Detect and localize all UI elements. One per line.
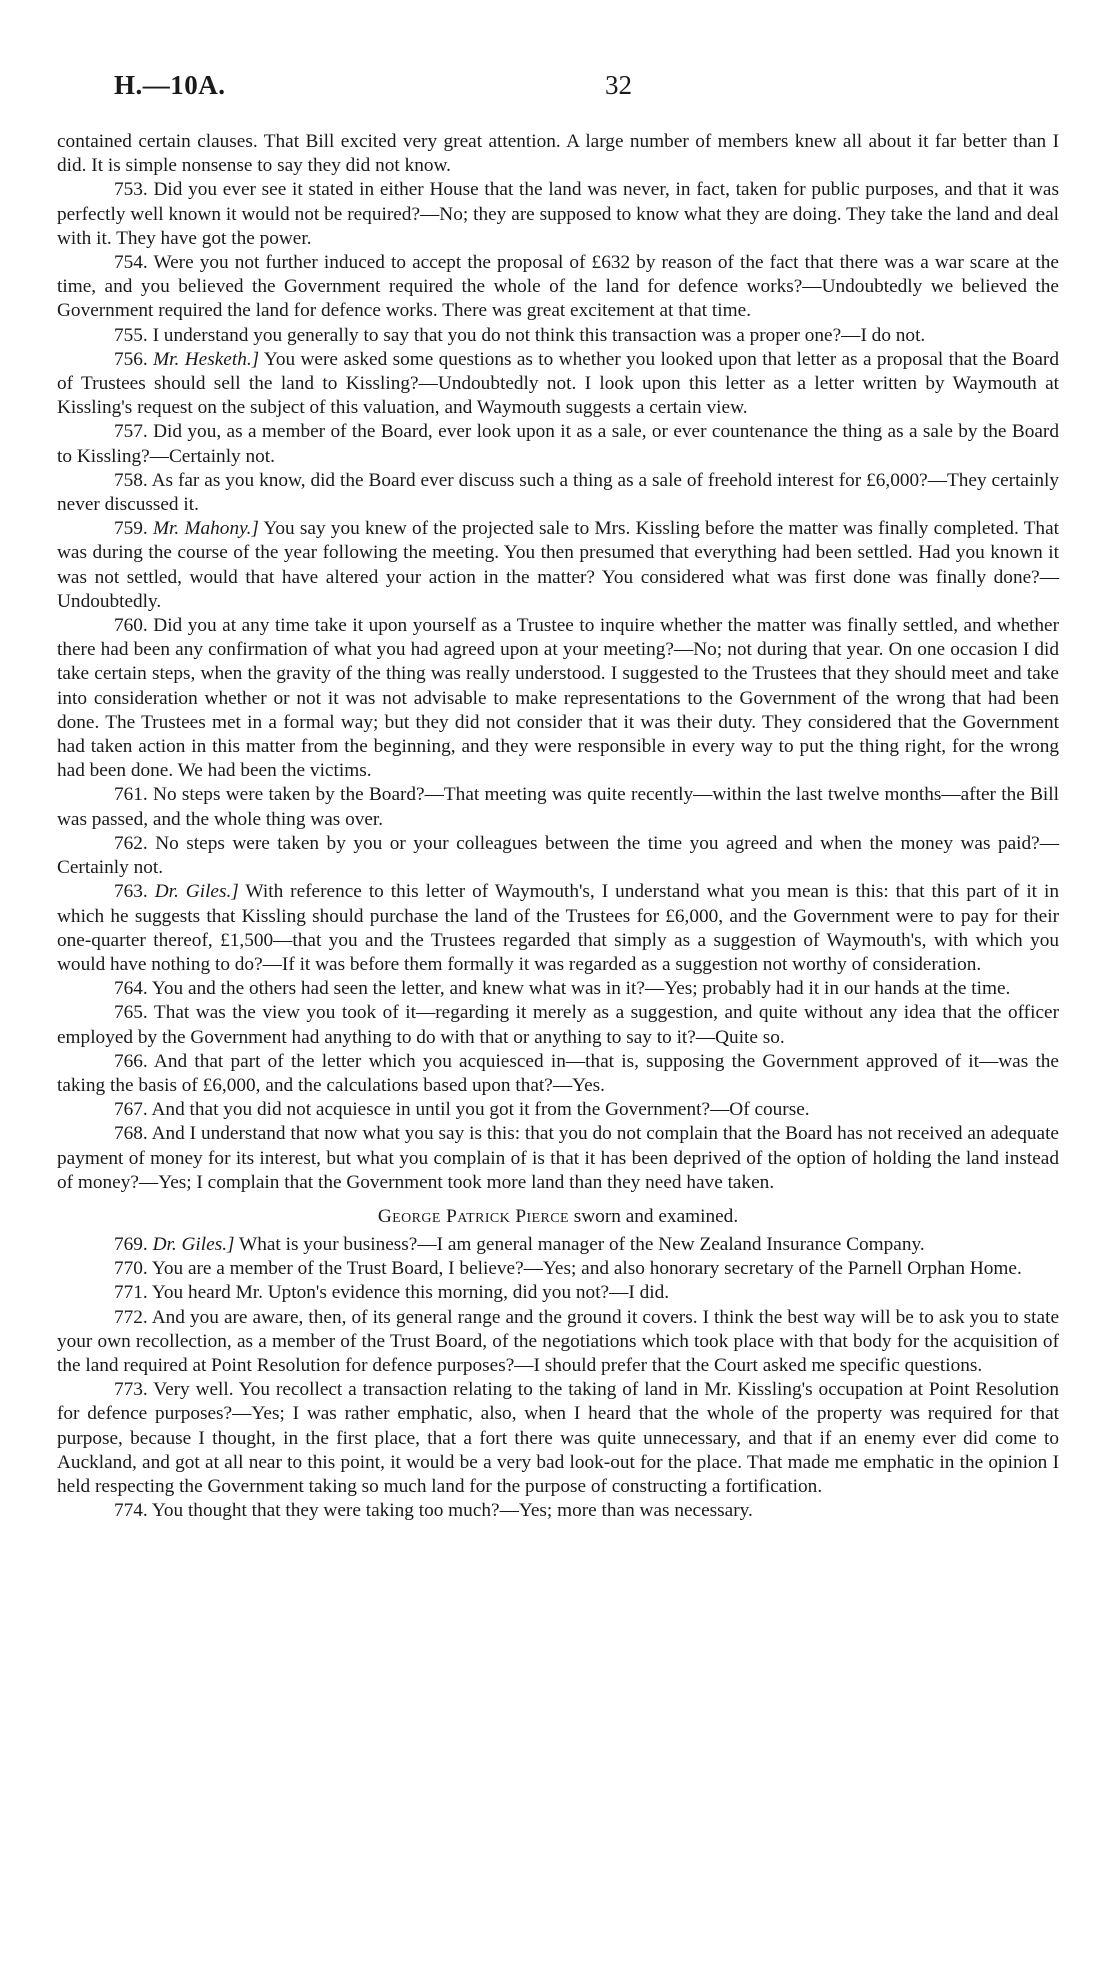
question-paragraph: 765. That was the view you took of it—regarding it merely as a suggestion, and quite without any idea that the officer employed by the Government had anything to do with that or anything to say to it?—Quite so. (57, 1002, 1059, 1048)
question-paragraph (57, 517, 1059, 614)
question-text: What is your business?—I am general manager of the New Zealand Insurance Company. (234, 1233, 925, 1255)
question-paragraph: 758. As far as you know, did the Board ever discuss such a thing as a sale of freehold interest for £6,000?—They certainly never discussed it. (57, 469, 1059, 516)
question-paragraph (57, 1233, 1059, 1257)
question-paragraph: 767. And that you did not acquiesce in until you got it from the Government?—Of course. (114, 1099, 810, 1121)
witness-heading (57, 1205, 1059, 1229)
document-reference: H.—10A. (114, 70, 226, 100)
witness-name: George Patrick Pierce (377, 1205, 569, 1227)
question-paragraph (57, 880, 1059, 977)
questions-block-a (57, 178, 1059, 1195)
question-text: You say you knew of the projected sale to Mrs. Kissling before the matter was finally completed. That was during the course of the year following the meeting. You then presumed that everything had been settled. Had you known it was not settled, would that have altered your action in the matter? You considered what was first done was finally done?—Undoubtedly. (57, 518, 1059, 612)
question-paragraph: 772. And you are aware, then, of its general range and the ground it covers. I think the best way will be to ask you to state your own recollection, as a member of the Trust Board, of the negotiations which took place with that body for the acquisition of the land required at Point Resolution for defence purposes?—I should prefer that the Court asked me specific questions. (57, 1306, 1059, 1376)
page-number: 32 (605, 70, 632, 100)
question-paragraph: 764. You and the others had seen the letter, and knew what was in it?—Yes; probably had it in our hands at the time. (114, 978, 1011, 1000)
question-paragraph: 753. Did you ever see it stated in either House that the land was never, in fact, taken for public purposes, and that it was perfectly well known it would not be required?—No; they are supposed to know what they are doing. They take the land and deal with it. They have got the power. (57, 179, 1059, 249)
speaker-name: Mr. Hesketh.] (153, 348, 260, 370)
question-paragraph: 773. Very well. You recollect a transaction relating to the taking of land in Mr. Kissling's occupation at Point Resolution for defence purposes?—Yes; I was rather emphatic, also, when I heard that the whole of the property was required for that purpose, because I thought, in the first place, that a fort there was quite unnecessary, and that if an enemy ever did come to Auckland, and got at all near to this point, it would be a very bad look-out for the place. That made me emphatic in the opinion I held respecting the Government taking so much land for the purpose of constructing a fortification. (57, 1379, 1059, 1497)
question-number: 756. (114, 348, 148, 370)
question-number: 759. (114, 518, 148, 540)
question-text: You were asked some questions as to whether you looked upon that letter as a proposal that the Board of Trustees should sell the land to Kissling?—Undoubtedly not. I look upon this letter as a letter written by Waymouth at Kissling's request on the subject of this valuation, and Waymouth suggests a certain view. (57, 348, 1059, 419)
witness-heading-rest: sworn and examined. (568, 1205, 739, 1227)
question-paragraph: 762. No steps were taken by you or your colleagues between the time you agreed and when the money was paid?—Certainly not. (57, 832, 1059, 879)
speaker-name: Dr. Giles.] (154, 881, 239, 903)
question-number: 769. (114, 1233, 148, 1255)
question-number: 763. (114, 881, 148, 903)
question-text: With reference to this letter of Waymouth's, I understand what you mean is this: that this part of it in which he suggests that Kissling should purchase the land of the Trustees for £6,000, and the Government were to pay for their one-quarter thereof, £1,500—that you and the Trustees regarded that simply as a suggestion of Waymouth's, with which you would have nothing to do?—If it was before them formally it was regarded as a suggestion not worthy of consideration. (57, 881, 1059, 975)
question-paragraph: 766. And that part of the letter which you acquiesced in—that is, supposing the Government approved of it—was the taking the basis of £6,000, and the calculations based upon that?—Yes. (57, 1050, 1059, 1096)
opening-paragraph: contained certain clauses. That Bill excited very great attention. A large number of members knew all about it far better than I did. It is simple nonsense to say they did not know. (57, 131, 1059, 177)
question-paragraph: 757. Did you, as a member of the Board, ever look upon it as a sale, or ever countenance the thing as a sale by the Board to Kissling?—Certainly not. (57, 421, 1059, 467)
page-header (57, 0, 1059, 130)
question-paragraph: 771. You heard Mr. Upton's evidence this morning, did you not?—I did. (114, 1282, 670, 1304)
question-paragraph: 755. I understand you generally to say that you do not think this transaction was a proper one?—I do not. (114, 324, 926, 346)
question-paragraph: 770. You are a member of the Trust Board, I believe?—Yes; and also honorary secretary of the Parnell Orphan Home. (114, 1258, 1022, 1280)
evidence-text (57, 130, 1059, 1523)
questions-block-b (57, 1233, 1059, 1523)
question-paragraph: 768. And I understand that now what you say is this: that you do not complain that the Board has not received an adequate payment of money for its interest, but what you complain of is that it has been deprived of the option of holding the land instead of money?—Yes; I complain that the Government took more land than they need have taken. (57, 1123, 1059, 1193)
question-paragraph: 774. You thought that they were taking too much?—Yes; more than was necessary. (114, 1500, 753, 1522)
question-paragraph: 761. No steps were taken by the Board?—That meeting was quite recently—within the last twelve months—after the Bill was passed, and the whole thing was over. (57, 784, 1059, 830)
speaker-name: Mr. Mahony.] (152, 518, 259, 540)
question-paragraph: 760. Did you at any time take it upon yourself as a Trustee to inquire whether the matter was finally settled, and whether there had been any confirmation of what you had agreed upon at your meeting?—No; not during that year. On one occasion I did take certain steps, when the gravity of the thing was really understood. I suggested to the Trustees that they should meet and take into consideration whether or not it was not advisable to make representations to the Government of the wrong that had been done. The Trustees met in a formal way; but they did not consider that it was their duty. They considered that the Government had taken action in this matter from the beginning, and they were responsible in every way to put the thing right, for the wrong had been done. We had been the victims. (57, 615, 1059, 782)
speaker-name: Dr. Giles.] (152, 1233, 235, 1255)
question-paragraph: 754. Were you not further induced to accept the proposal of £632 by reason of the fact that there was a war scare at the time, and you believed the Government required the whole of the land for defence works?—Undoubtedly we believed the Government required the land for defence works. There was great excitement at that time. (57, 252, 1059, 322)
question-paragraph (57, 348, 1059, 421)
